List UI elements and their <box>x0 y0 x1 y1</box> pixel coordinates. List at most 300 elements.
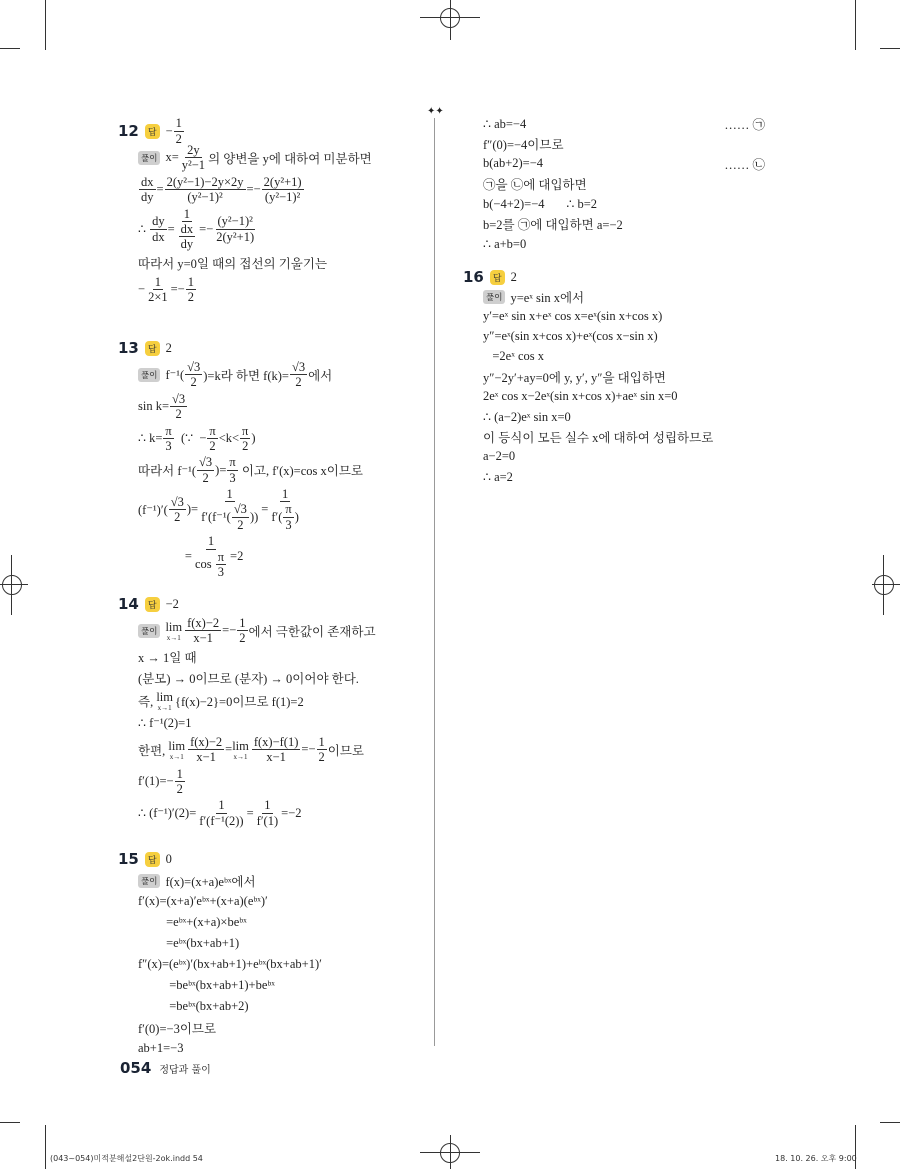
fraction-denominator <box>139 190 156 204</box>
fraction <box>290 360 307 390</box>
solution-line <box>138 767 428 797</box>
solution-line <box>138 534 428 579</box>
fraction-numerator <box>216 214 255 229</box>
solution-line <box>138 455 428 485</box>
math-text: x−1 <box>266 750 286 765</box>
fraction <box>169 495 186 525</box>
fraction <box>262 175 304 205</box>
crop-mark <box>0 48 20 49</box>
math-text: 1 <box>281 487 289 501</box>
math-text: 의 양변을 y에 대하여 미분하면 <box>208 151 372 166</box>
solution-line <box>138 690 428 712</box>
solution-line <box>138 892 428 911</box>
solution-line <box>138 934 428 953</box>
math-text: √3 <box>172 391 186 406</box>
math-text: 1 <box>187 274 194 289</box>
problem-header <box>118 849 428 869</box>
fraction <box>174 116 184 146</box>
fraction <box>197 798 245 828</box>
fraction-numerator <box>240 424 250 439</box>
math-text: 따라서 f⁻¹( <box>138 464 197 479</box>
math-text: y″−2y′+ay=0에 y, y′, y″을 대입하면 <box>483 370 666 385</box>
crop-mark <box>45 0 46 50</box>
lim-subscript: x→1 <box>169 752 184 761</box>
fraction <box>237 616 247 646</box>
registration-mark-icon <box>450 1135 451 1169</box>
math-text: 2 <box>175 407 182 422</box>
solution-line <box>483 194 765 213</box>
math-text: 2 <box>165 340 172 355</box>
math-text: 2 <box>174 510 181 525</box>
math-text: 2 <box>209 438 216 453</box>
fraction <box>255 798 280 828</box>
math-text: x= <box>165 150 179 165</box>
math-text: 에서 <box>308 368 333 383</box>
fraction-numerator <box>262 798 272 813</box>
solution-line <box>483 214 765 233</box>
math-text: ab+1=−3 <box>138 1041 184 1055</box>
problem-header <box>118 594 428 614</box>
registration-mark-icon <box>450 0 451 40</box>
math-text: 1 <box>264 798 271 813</box>
fraction-denominator <box>179 237 196 251</box>
math-text: 2 <box>510 269 517 284</box>
fraction <box>283 502 293 532</box>
math-text: (y²−1)² <box>187 190 223 205</box>
fraction-numerator <box>186 275 196 290</box>
fraction-denominator <box>191 631 215 645</box>
math-text: =− <box>246 182 261 197</box>
math-text: dx <box>141 174 154 189</box>
math-text: f⁻¹( <box>165 367 185 382</box>
fraction-numerator <box>207 424 217 439</box>
math-text: 1 <box>183 206 191 221</box>
math-text: cos <box>194 557 215 572</box>
math-text: 따라서 y=0일 때의 접선의 기울기는 <box>138 257 328 272</box>
fraction-numerator <box>153 275 163 290</box>
fraction-numerator <box>290 360 307 375</box>
math-text: 2eˣ cos x−2eˣ(sin x+cos x)+aeˣ sin x=0 <box>483 389 678 403</box>
answer-value <box>511 270 517 285</box>
math-text: (y²−1)² <box>217 214 253 229</box>
math-text: =2 <box>230 549 244 564</box>
crop-mark <box>0 1122 20 1123</box>
fraction <box>240 424 250 454</box>
fraction-denominator <box>317 750 327 764</box>
solution-lines <box>118 871 428 1058</box>
math-text: ∴ a=2 <box>483 469 513 484</box>
continuation-of-15 <box>483 114 765 254</box>
registration-mark-icon <box>883 555 884 615</box>
problem-number: 13 <box>118 339 139 357</box>
math-text: a−2=0 <box>483 449 516 463</box>
math-text: =− <box>301 742 316 757</box>
lim-subscript: x→1 <box>166 633 181 642</box>
math-text: f′(1) <box>256 813 279 828</box>
fraction-denominator <box>207 439 217 453</box>
solution-line <box>483 387 773 406</box>
fraction <box>227 455 237 485</box>
math-text: =beᵇˣ(bx+ab+1)+beᵇˣ <box>138 978 275 992</box>
solution-line <box>138 275 428 305</box>
solution-badge: 풀이 <box>138 151 160 165</box>
fraction-denominator <box>240 439 250 453</box>
problem-14 <box>118 594 428 830</box>
solution-line <box>483 174 765 193</box>
math-text: (f⁻¹)′( <box>138 502 168 517</box>
math-text: 2(y²+1) <box>216 229 255 244</box>
math-text: y=eˣ sin x에서 <box>510 290 585 305</box>
solution-line <box>483 467 773 486</box>
math-text: sin k= <box>138 399 170 414</box>
math-text: (분모) → 0이므로 (분자) → 0이어야 한다. <box>138 672 359 687</box>
solution-line <box>483 447 773 466</box>
fraction-numerator <box>139 175 156 190</box>
math-text: 한편, <box>138 743 169 758</box>
solution-line <box>138 955 428 974</box>
math-text: 0 <box>165 851 172 866</box>
solution-line <box>483 327 773 346</box>
answer-badge: 답 <box>145 124 160 139</box>
answer-value <box>166 116 185 146</box>
solution-line <box>138 798 428 828</box>
column-divider <box>434 118 435 1046</box>
divider-ornament-icon: ✦✦ <box>427 106 444 117</box>
answer-badge: 답 <box>490 270 505 285</box>
problem-header <box>118 338 428 358</box>
math-text: = <box>225 742 233 757</box>
fraction <box>163 424 173 454</box>
solution-line <box>483 347 773 366</box>
fraction-numerator <box>185 616 221 631</box>
fraction-numerator <box>175 767 185 782</box>
fraction-numerator <box>252 735 301 750</box>
solution-line <box>138 976 428 995</box>
math-text: 에서 극한값이 존재하고 <box>248 624 376 639</box>
lim-subscript: x→1 <box>157 703 172 712</box>
fraction-denominator <box>227 471 237 485</box>
fraction-numerator <box>216 798 226 813</box>
math-text: b(−4+2)=−4 ∴ b=2 <box>483 196 598 211</box>
fraction-numerator <box>280 487 290 502</box>
math-text: =eᵇˣ+(x+a)×beᵇˣ <box>138 915 247 929</box>
fraction <box>188 735 224 765</box>
fraction-numerator <box>206 534 216 549</box>
answer-value <box>166 341 172 356</box>
fraction <box>176 207 199 252</box>
math-text: − <box>165 123 173 138</box>
fraction-denominator <box>237 631 247 645</box>
math-text: f(x)−f(1) <box>253 734 299 749</box>
fraction-denominator <box>180 158 207 172</box>
fraction-denominator <box>200 471 210 485</box>
fraction <box>269 487 301 532</box>
math-text: f′( <box>271 510 283 525</box>
solution-badge: 풀이 <box>483 290 505 304</box>
answer-badge: 답 <box>145 341 160 356</box>
math-text: 2 <box>295 375 302 390</box>
fraction-numerator <box>150 214 167 229</box>
fraction-denominator <box>264 750 288 764</box>
math-text: b=2를 ㉠에 대입하면 a=−2 <box>483 217 623 232</box>
lim-label: lim <box>165 619 183 634</box>
fraction <box>146 275 170 305</box>
math-text: =− <box>222 623 237 638</box>
math-text: ∴ (f⁻¹)′(2)= <box>138 806 197 821</box>
math-text: f′(1)=− <box>138 773 174 788</box>
solution-line <box>138 616 428 646</box>
fraction-numerator <box>262 175 304 190</box>
fraction-numerator <box>170 392 187 407</box>
math-text: 2y <box>187 143 200 157</box>
answer-badge: 답 <box>145 852 160 867</box>
problem-16 <box>463 267 773 487</box>
math-text: √3 <box>233 502 247 517</box>
fraction-denominator <box>269 502 301 532</box>
solution-line <box>138 175 428 205</box>
math-text: )= <box>186 502 199 517</box>
math-text: 이므로 <box>327 743 364 758</box>
math-text: f′(x)=(x+a)′eᵇˣ+(x+a)(eᵇˣ)′ <box>138 894 268 908</box>
solution-line <box>138 360 428 390</box>
solution-line <box>483 427 773 446</box>
solution-line <box>483 307 773 326</box>
fraction-denominator <box>172 510 182 524</box>
math-text: dx <box>180 221 194 236</box>
fraction-numerator <box>225 487 235 502</box>
fraction-numerator <box>317 735 327 750</box>
math-text: f′(f⁻¹( <box>201 510 231 525</box>
equation-tag: …… ㉠ <box>724 117 765 132</box>
math-text: ∴ ab=−4 <box>483 116 527 131</box>
print-slug-file: (043~054)미적분해설2단원-2ok.indd 54 <box>50 1154 203 1163</box>
crop-mark <box>855 0 856 50</box>
fraction <box>180 143 207 173</box>
fraction-denominator <box>176 222 199 252</box>
solution-line <box>138 997 428 1016</box>
problem-number: 16 <box>463 268 484 286</box>
problem-number: 14 <box>118 595 139 613</box>
fraction-denominator <box>283 518 293 532</box>
fraction <box>175 767 185 797</box>
solution-line <box>138 254 428 273</box>
fraction-denominator <box>175 782 185 796</box>
limit-operator <box>168 739 185 761</box>
math-text: dx <box>152 229 165 244</box>
registration-mark-icon <box>11 555 12 615</box>
solution-line <box>138 487 428 532</box>
fraction-numerator <box>232 502 249 517</box>
fraction <box>185 616 221 646</box>
fraction <box>185 360 202 390</box>
fraction-denominator <box>185 190 224 204</box>
math-text: 2 <box>175 131 182 146</box>
math-text: =eᵇˣ(bx+ab+1) <box>138 936 240 950</box>
registration-mark-icon <box>0 584 28 585</box>
math-text: 3 <box>285 517 292 532</box>
math-text: π <box>242 423 249 438</box>
math-text: f″(x)=(eᵇˣ)′(bx+ab+1)+eᵇˣ(bx+ab+1)′ <box>138 957 322 971</box>
solution-badge: 풀이 <box>138 624 160 638</box>
math-text: π <box>229 455 236 470</box>
math-text: {f(x)−2}=0이므로 f(1)=2 <box>175 694 304 709</box>
fraction <box>193 534 229 579</box>
section-title: 정답과 풀이 <box>159 1064 211 1076</box>
lim-label: lim <box>156 689 173 704</box>
math-text: 1 <box>318 734 325 749</box>
fraction-denominator <box>214 230 256 244</box>
math-text: 3 <box>217 564 225 579</box>
math-text: f(x)−2 <box>187 616 220 630</box>
math-text: )=k라 하면 f(k)= <box>203 368 289 383</box>
math-text: 3 <box>229 470 236 485</box>
math-text: x → 1일 때 <box>138 651 197 666</box>
solution-line <box>138 1039 428 1058</box>
math-text: 1 <box>175 116 182 131</box>
fraction <box>186 275 196 305</box>
math-text: y′=eˣ sin x+eˣ cos x=eˣ(sin x+cos x) <box>483 309 663 323</box>
math-text: =2eˣ cos x <box>483 349 544 363</box>
fraction <box>232 502 249 532</box>
math-text: dy <box>180 237 194 252</box>
fraction-denominator <box>235 518 245 532</box>
fraction-denominator <box>255 814 280 828</box>
problem-number: 12 <box>118 122 139 140</box>
fraction-denominator <box>194 750 218 764</box>
solution-line <box>138 735 428 765</box>
fraction <box>139 175 156 205</box>
math-text: 1 <box>239 616 246 630</box>
math-text: y²−1 <box>181 158 206 173</box>
math-text: − <box>138 282 146 296</box>
problem-header <box>463 267 773 287</box>
problem-12 <box>118 116 428 306</box>
fraction-denominator <box>197 814 245 828</box>
math-text: )= <box>215 462 227 477</box>
problem-header <box>118 116 428 146</box>
solution-line <box>138 1018 428 1037</box>
math-text: = <box>138 549 192 564</box>
math-text: f(x)=(x+a)eᵇˣ에서 <box>165 874 256 889</box>
fraction <box>317 735 327 765</box>
math-text: 1 <box>154 274 161 289</box>
registration-mark-icon <box>872 584 900 585</box>
solution-line <box>483 154 765 173</box>
fraction-denominator <box>193 550 229 580</box>
problem-15 <box>118 849 428 1060</box>
fraction <box>199 487 260 532</box>
fraction <box>252 735 301 765</box>
lim-label: lim <box>168 738 186 753</box>
solution-line <box>138 714 428 733</box>
lim-label: lim <box>232 738 249 753</box>
print-slug-timestamp: 18. 10. 26. 오후 9:00 <box>775 1154 857 1163</box>
math-text: ∴ f⁻¹(2)=1 <box>138 716 192 731</box>
math-text: 이고, f′(x)=cos x이므로 <box>238 464 363 479</box>
math-text: π <box>285 502 292 517</box>
fraction <box>207 424 217 454</box>
fraction-numerator <box>174 116 184 131</box>
math-text: 2(y²−1)−2y×2y <box>166 174 244 189</box>
math-text: −2 <box>165 596 179 611</box>
math-text: ) <box>251 430 256 445</box>
fraction-numerator <box>283 502 293 517</box>
math-text: =− <box>199 221 214 236</box>
math-text: 2 <box>318 750 325 765</box>
fraction-numerator <box>216 550 226 565</box>
fraction-denominator <box>186 290 196 304</box>
math-text: 2 <box>202 470 209 485</box>
fraction-numerator <box>179 222 196 237</box>
math-text: 1 <box>218 798 225 813</box>
math-text: 3 <box>165 438 172 453</box>
fraction-numerator <box>185 143 202 158</box>
math-text: x−1 <box>196 750 216 765</box>
solution-line <box>483 287 773 306</box>
fraction-numerator <box>165 175 246 190</box>
fraction-numerator <box>237 616 247 631</box>
registration-mark-icon <box>874 575 894 595</box>
math-text: =−2 <box>281 805 302 820</box>
math-text: 2 <box>237 517 244 532</box>
solution-line <box>483 134 765 153</box>
math-text: 2 <box>190 375 197 390</box>
math-text: 2(y²+1) <box>263 174 302 189</box>
math-text: 2×1 <box>148 290 168 304</box>
math-text: = <box>246 805 254 820</box>
math-text: π <box>165 423 172 438</box>
solution-line <box>138 424 428 454</box>
answer-value <box>166 852 172 867</box>
solution-lines <box>118 360 428 579</box>
math-text: 1 <box>207 534 215 549</box>
solution-line <box>483 407 773 426</box>
math-text: f′(0)=−3이므로 <box>138 1021 217 1036</box>
fraction-denominator <box>199 502 260 532</box>
solution-lines <box>118 616 428 828</box>
solution-line <box>138 207 428 252</box>
fraction <box>214 214 256 244</box>
fraction <box>170 392 187 422</box>
math-text: (∵ − <box>174 431 207 446</box>
math-text: ∴ k= <box>138 431 163 446</box>
limit-operator <box>165 620 182 642</box>
math-text: = <box>156 182 164 197</box>
math-text: f(x)−2 <box>190 734 223 749</box>
solution-line <box>138 913 428 932</box>
math-text: <k< <box>218 430 240 445</box>
problem-13 <box>118 338 428 581</box>
fraction <box>216 550 226 580</box>
fraction-numerator <box>227 455 237 470</box>
solution-line <box>483 367 773 386</box>
math-text: √3 <box>170 494 184 509</box>
math-text: x−1 <box>193 631 213 646</box>
fraction <box>150 214 167 244</box>
math-text: π <box>209 423 216 438</box>
math-text: 즉, <box>138 694 157 709</box>
page-footer <box>120 1059 211 1077</box>
math-text: √3 <box>187 360 201 374</box>
answer-value <box>166 597 179 612</box>
crop-mark <box>880 1122 900 1123</box>
math-text: b(ab+2)=−4 <box>483 156 544 170</box>
math-text: ∴ (a−2)eˣ sin x=0 <box>483 409 571 424</box>
math-text: 2 <box>176 781 183 796</box>
math-text: 1 <box>226 487 233 501</box>
crop-mark <box>45 1125 46 1169</box>
solution-line <box>483 114 765 133</box>
